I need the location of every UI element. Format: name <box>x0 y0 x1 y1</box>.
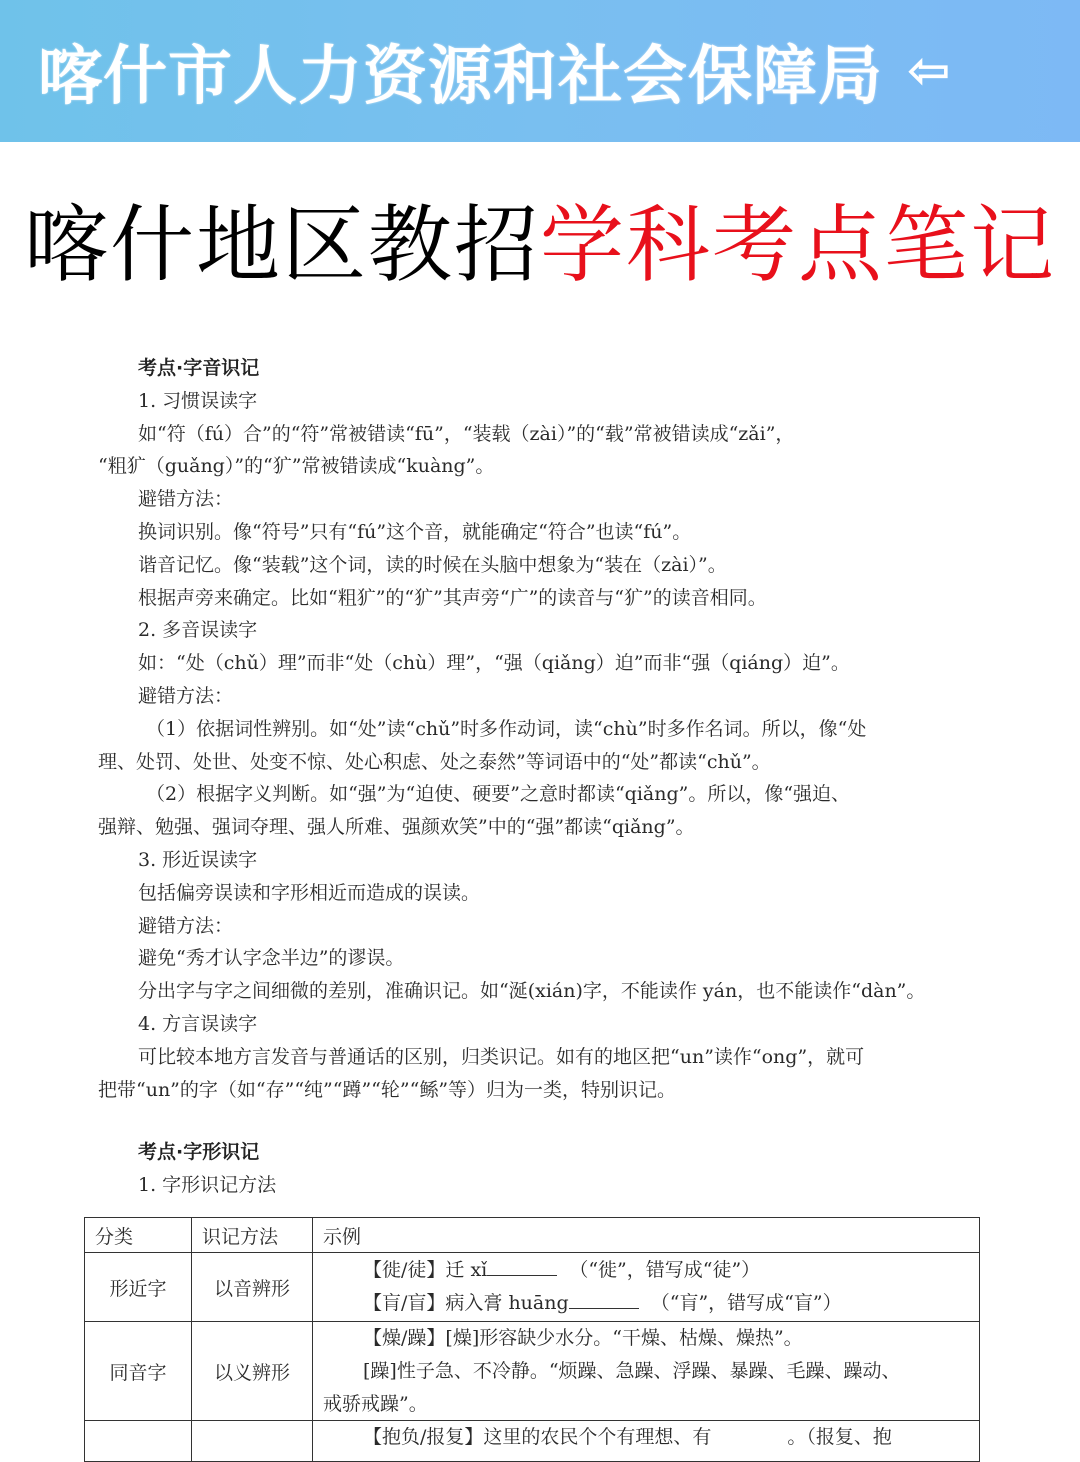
page-title-black: 喀什地区教招 <box>23 196 540 294</box>
table-cell: 以义辨形 <box>192 1322 313 1421</box>
document-body <box>98 352 978 1202</box>
table-header: 识记方法 <box>192 1218 313 1253</box>
doc-line: 4. 方言误读字 <box>138 1012 258 1035</box>
doc-line: （2）根据字义判断。如“强”为“迫使、硬要”之意时都读“qiǎng”。所以，像“强迫、 <box>146 783 851 806</box>
table-cell: 同音字 <box>85 1322 192 1421</box>
doc-line: 如“符（fú）合”的“符”常被错读“fū”，“装载（zài）”的“载”常被错读成“zǎi”， <box>138 422 795 445</box>
glyph-method-table <box>84 1217 980 1462</box>
header-banner <box>0 0 1080 142</box>
example-line: 【抱负/报复】这里的农民个个有理想、有 。（报复、抱 <box>363 1426 892 1449</box>
doc-line: 1. 字形识记方法 <box>138 1174 277 1197</box>
doc-line: 换词识别。像“符号”只有“fú”这个音，就能确定“符合”也读“fú”。 <box>138 520 692 543</box>
example-text: 【徙/徒】迁 xǐ <box>363 1259 488 1282</box>
example-text: （“肓”，错写成“盲”） <box>650 1292 842 1314</box>
section-heading: 考点·字音识记 <box>138 357 260 379</box>
doc-line: 1. 习惯误读字 <box>138 389 258 412</box>
table-header-row <box>85 1218 980 1253</box>
doc-line: 避免“秀才认字念半边”的谬误。 <box>138 947 405 970</box>
doc-line: “粗犷（guǎng）”的“犷”常被错读成“kuàng”。 <box>98 455 495 478</box>
fill-blank <box>487 1257 557 1276</box>
page-title <box>0 178 1080 299</box>
doc-line: 根据声旁来确定。比如“粗犷”的“犷”其声旁“广”的读音与“犷”的读音相同。 <box>138 586 767 609</box>
org-name: 喀什市人力资源和社会保障局 <box>38 40 883 114</box>
table-cell-examples <box>313 1253 980 1322</box>
table-header: 示例 <box>313 1218 980 1253</box>
doc-line: 分出字与字之间细微的差别，准确识记。如“涎(xián)字，不能读作 yán，也不能读作“dàn”。 <box>138 980 926 1003</box>
table-cell-examples <box>313 1421 980 1462</box>
table-cell <box>192 1421 313 1462</box>
doc-line: 可比较本地方言发音与普通话的区别，归类识记。如有的地区把“un”读作“ong”，就可 <box>138 1045 865 1068</box>
page-title-red: 学科考点笔记 <box>540 196 1057 294</box>
table-cell-examples <box>313 1322 980 1421</box>
table-row <box>85 1253 980 1322</box>
table-cell: 形近字 <box>85 1253 192 1322</box>
table-cell <box>85 1421 192 1462</box>
doc-line: 强辩、勉强、强词夺理、强人所难、强颜欢笑”中的“强”都读“qiǎng”。 <box>98 816 695 839</box>
table-row <box>85 1322 980 1421</box>
table-header: 分类 <box>85 1218 192 1253</box>
example-text: 【肓/盲】病入膏 huāng <box>363 1292 569 1314</box>
example-line: [躁]性子急、不冷静。“烦躁、急躁、浮躁、暴躁、毛躁、躁动、 <box>363 1359 901 1382</box>
doc-line: 避错方法： <box>138 684 234 707</box>
doc-line: 避错方法： <box>138 488 234 511</box>
table-cell: 以音辨形 <box>192 1253 313 1322</box>
doc-line: 如：“处（chǔ）理”而非“处（chù）理”，“强（qiǎng）迫”而非“强（qiáng）迫”。 <box>138 652 850 675</box>
example-line: 【燥/躁】[燥]形容缺少水分。“干燥、枯燥、燥热”。 <box>363 1327 803 1349</box>
doc-line: 把带“un”的字（如“存”“纯”“蹲”“轮”“鲧”等）归为一类，特别识记。 <box>98 1078 677 1101</box>
doc-line: 谐音记忆。像“装载”这个词，读的时候在头脑中想象为“装在（zài）”。 <box>138 553 727 576</box>
table-row <box>85 1421 980 1462</box>
back-arrow-icon[interactable]: ⇦ <box>907 41 951 101</box>
example-line <box>323 1254 969 1287</box>
doc-line: （1）依据词性辨别。如“处”读“chǔ”时多作动词，读“chù”时多作名词。所以，像“处 <box>146 717 867 740</box>
doc-line: 包括偏旁误读和字形相近而造成的误读。 <box>138 881 481 904</box>
doc-line: 3. 形近误读字 <box>138 848 258 871</box>
doc-line: 理、处罚、处世、处变不惊、处心积虑、处之泰然”等词语中的“处”都读“chǔ”。 <box>98 750 771 773</box>
example-line: 戒骄戒躁”。 <box>323 1392 428 1415</box>
example-line <box>323 1287 969 1320</box>
doc-line: 2. 多音误读字 <box>138 619 258 642</box>
example-text: （“徙”，错写成“徒”） <box>569 1259 761 1282</box>
doc-line: 避错方法： <box>138 914 234 937</box>
section-heading: 考点·字形识记 <box>138 1141 260 1164</box>
fill-blank <box>569 1290 639 1309</box>
